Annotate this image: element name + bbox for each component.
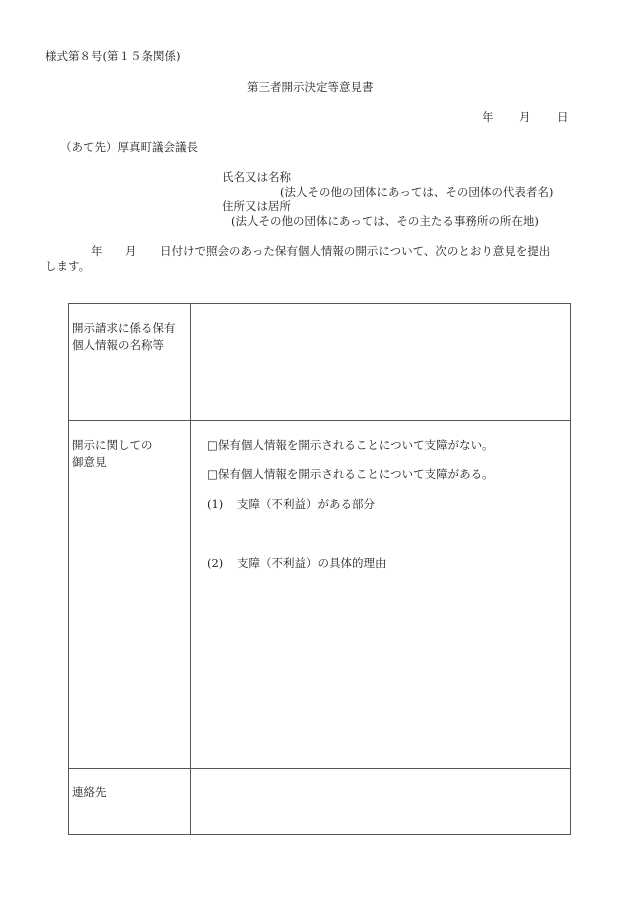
body-month: 月: [125, 244, 137, 258]
date-month: 月: [519, 110, 531, 124]
row1-label-line2: 個人情報の名称等: [72, 338, 164, 352]
sub-item-2-number: (2): [207, 556, 224, 570]
body-year: 年: [91, 244, 103, 258]
table-border-right: [570, 303, 571, 835]
address-note: (法人その他の団体にあっては、その主たる事務所の所在地): [231, 214, 539, 228]
form-number: 様式第８号(第１５条関係): [45, 49, 181, 63]
sub-item-1-number: (1): [207, 497, 224, 511]
sub-item-1-text: 支障（不利益）がある部分: [237, 497, 375, 511]
name-label: 氏名又は名称: [222, 170, 291, 184]
table-border-left: [68, 303, 69, 835]
table-border-top: [68, 303, 571, 304]
address-label: 住所又は居所: [222, 199, 291, 213]
option-no-hindrance[interactable]: □保有個人情報を開示されることについて支障がない。: [207, 438, 494, 452]
row1-label-line1: 開示請求に係る保有: [72, 321, 176, 335]
name-note: (法人その他の団体にあっては、その団体の代表者名): [280, 185, 554, 199]
table-border-bottom: [68, 834, 571, 835]
body-line1-rest: 日付けで照会のあった保有個人情報の開示について、次のとおり意見を提出: [160, 244, 551, 258]
date-day: 日: [557, 110, 569, 124]
row2-label-line1: 開示に関しての: [72, 438, 153, 452]
body-line2: します。: [45, 259, 91, 273]
table-divider-1: [68, 420, 571, 421]
row3-label: 連絡先: [72, 785, 107, 799]
option-hindrance[interactable]: □保有個人情報を開示されることについて支障がある。: [207, 467, 494, 481]
addressee: （あて先）厚真町議会議長: [60, 140, 198, 154]
sub-item-2-text: 支障（不利益）の具体的理由: [237, 556, 387, 570]
row2-label: [72, 437, 153, 471]
table-column-divider: [190, 303, 191, 835]
document-title: 第三者開示決定等意見書: [247, 80, 374, 94]
row2-label-line2: 御意見: [72, 455, 107, 469]
table-divider-2: [68, 768, 571, 769]
row1-label: [72, 320, 176, 354]
date-year: 年: [482, 110, 494, 124]
